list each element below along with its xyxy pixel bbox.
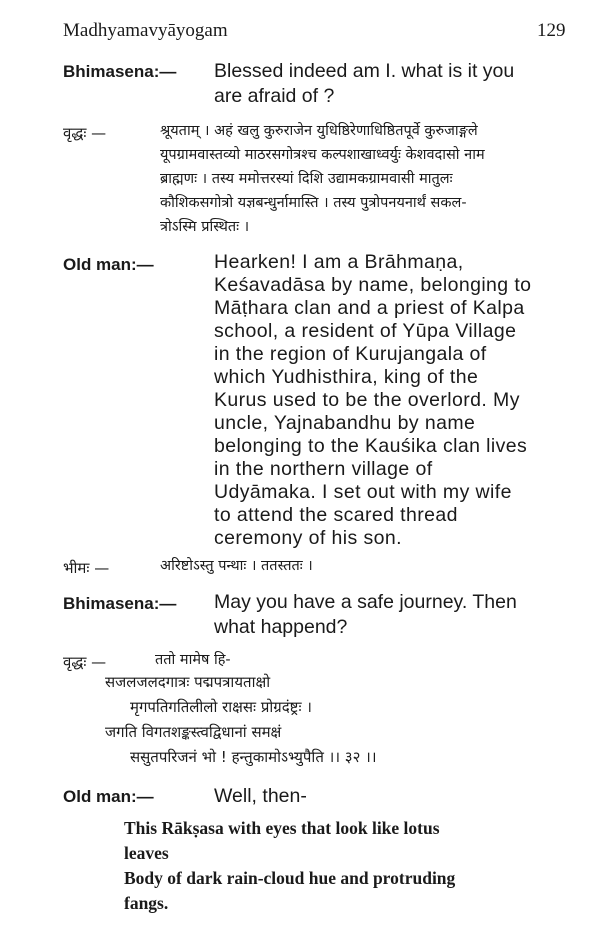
text-line: Blessed indeed am I. what is it you bbox=[214, 60, 515, 82]
text-line: school, a resident of Yūpa Village bbox=[214, 320, 517, 342]
text-line: what happend? bbox=[214, 616, 348, 638]
speaker-label: भीमः — bbox=[63, 559, 110, 577]
text-line: Udyāmaka. I set out with my wife bbox=[214, 481, 512, 503]
sanskrit-text bbox=[160, 119, 485, 239]
text-line: श्रूयताम् । अहं खलु कुरुराजेन युधिष्ठिरेणाधिष्ठितपूर्वे कुरुजाङ्गले bbox=[160, 123, 478, 139]
speaker-label: Old man:— bbox=[63, 255, 154, 274]
text-line: leaves bbox=[124, 843, 169, 863]
sanskrit-text bbox=[160, 554, 313, 578]
text-line: कौशिकसगोत्रो यज्ञबन्धुर्नामास्ति । तस्य पुत्रोपनयनार्थं सकल- bbox=[160, 195, 467, 211]
running-header-title: Madhyamavyāyogam bbox=[63, 20, 228, 41]
text-line: त्रोऽस्मि प्रस्थितः । bbox=[160, 219, 250, 235]
dialogue-text bbox=[214, 251, 531, 550]
text-line: Hearken! I am a Brāhmaṇa, bbox=[214, 251, 464, 273]
speaker-label: वृद्धः — bbox=[63, 124, 107, 142]
text-line: Body of dark rain-cloud hue and protruding bbox=[124, 868, 456, 888]
speaker-label: वृद्धः — bbox=[63, 653, 107, 671]
text-line: ब्राह्मणः । तस्य ममोत्तरस्यां दिशि उद्यामकग्रामवासी मातुलः bbox=[160, 171, 453, 187]
verse-line: जगति विगतशङ्कस्त्वद्विधानां समक्षं bbox=[105, 723, 282, 741]
text-line: Keśavadāsa by name, belonging to bbox=[214, 274, 532, 296]
text-line: ceremony of his son. bbox=[214, 527, 402, 549]
dialogue-text bbox=[214, 590, 517, 640]
text-line: Kurus used to be the overlord. My bbox=[214, 389, 520, 411]
page-number: 129 bbox=[537, 20, 566, 41]
speaker-label: Bhimasena:— bbox=[63, 62, 177, 81]
text-line: in the region of Kurujangala of bbox=[214, 343, 487, 365]
verse-translation bbox=[124, 816, 455, 916]
text-line: May you have a safe journey. Then bbox=[214, 591, 517, 613]
verse-line: मृगपतिगतिलीलो राक्षसः प्रोग्रदंष्ट्रः । bbox=[130, 698, 312, 716]
text-line: uncle, Yajnabandhu by name bbox=[214, 412, 476, 434]
text-line: in the northern village of bbox=[214, 458, 433, 480]
dialogue-text bbox=[214, 59, 514, 109]
speaker-label: Old man:— bbox=[63, 787, 154, 806]
text-line: to attend the scared thread bbox=[214, 504, 458, 526]
text-line: यूपग्रामवास्तव्यो माठरसगोत्रश्च कल्पशाखाध्वर्युः केशवदासो नाम bbox=[160, 147, 485, 163]
verse-line: सजलजलदगात्रः पद्मपत्रायताक्षो bbox=[105, 673, 271, 691]
sanskrit-intro: ततो मामेष हि- bbox=[155, 652, 231, 668]
verse-line: ससुतपरिजनं भो ! हन्तुकामोऽभ्युपैति ।। ३२ ।। bbox=[130, 748, 377, 766]
text-line: fangs. bbox=[124, 893, 169, 913]
text-line: अरिष्टोऽस्तु पन्थाः । ततस्ततः । bbox=[160, 558, 313, 574]
text-line: which Yudhisthira, king of the bbox=[214, 366, 479, 388]
speaker-label: Bhimasena:— bbox=[63, 594, 177, 613]
text-line: are afraid of ? bbox=[214, 85, 335, 107]
dialogue-text: Well, then- bbox=[214, 785, 307, 807]
text-line: This Rākṣasa with eyes that look like lotus bbox=[124, 818, 440, 838]
text-line: Māṭhara clan and a priest of Kalpa bbox=[214, 297, 525, 319]
text-line: belonging to the Kauśika clan lives bbox=[214, 435, 528, 457]
